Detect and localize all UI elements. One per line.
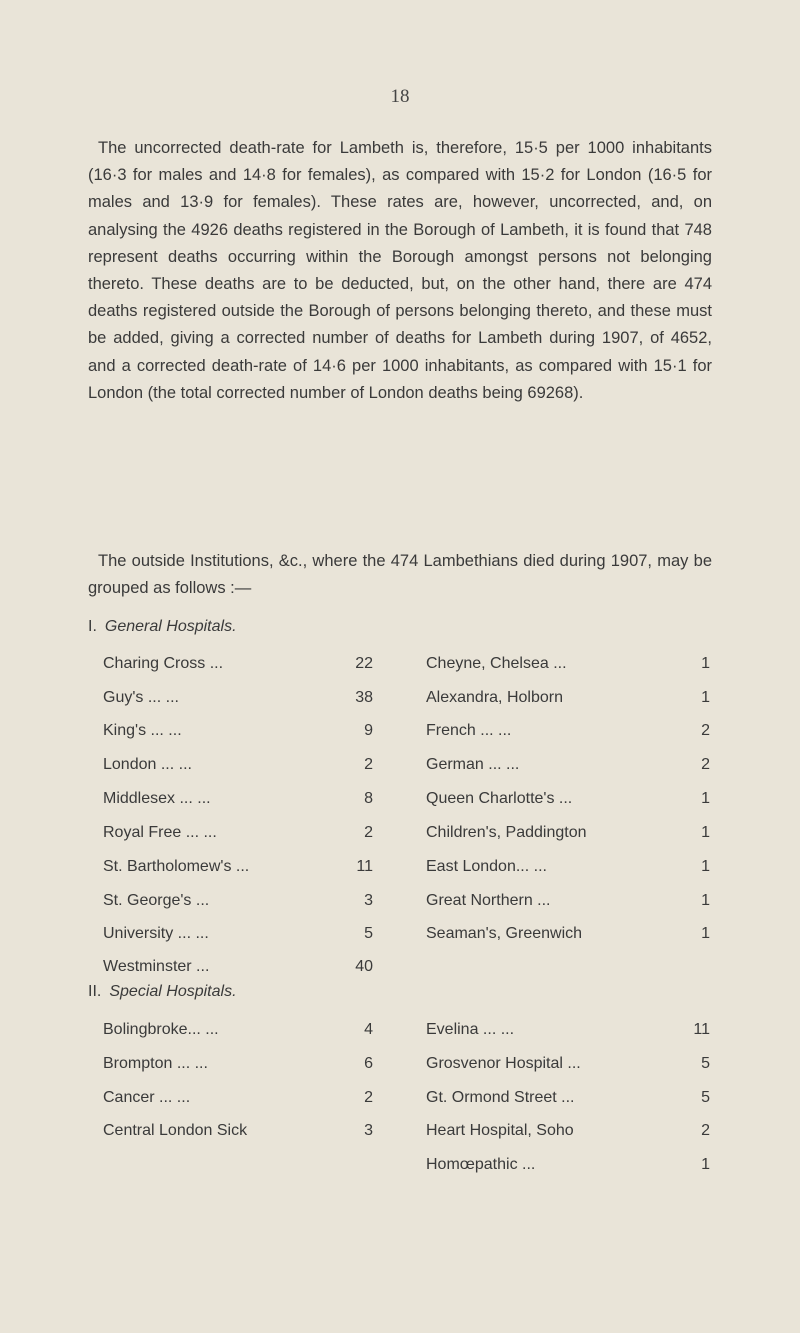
hospital-name: Great Northern ... <box>426 892 551 909</box>
hospital-name: King's ... ... <box>103 722 182 739</box>
hospital-name: Grosvenor Hospital ... <box>426 1055 581 1072</box>
hospital-row <box>103 1021 373 1043</box>
hospital-row <box>426 1055 710 1077</box>
death-count: 40 <box>355 958 373 975</box>
death-count: 38 <box>355 689 373 706</box>
hospital-name: Alexandra, Holborn <box>426 689 563 706</box>
death-count: 2 <box>701 722 710 739</box>
page-number: 18 <box>390 86 410 107</box>
death-count: 11 <box>693 1021 710 1038</box>
section-heading-general-hospitals <box>88 618 237 636</box>
hospital-row <box>426 925 710 947</box>
death-count: 1 <box>701 790 710 807</box>
hospital-name: Gt. Ormond Street ... <box>426 1089 575 1106</box>
death-count: 1 <box>701 1156 710 1173</box>
hospital-name: Westminster ... <box>103 958 210 975</box>
death-count: 9 <box>364 722 373 739</box>
hospital-name: Middlesex ... ... <box>103 790 211 807</box>
hospital-name: German ... ... <box>426 756 520 773</box>
hospital-name: Bolingbroke... ... <box>103 1021 219 1038</box>
paragraph-text: The uncorrected death-rate for Lambeth is, therefore, 15·5 per 1000 inhabitants (16·3 for males and 14·8 for females), as compared with 15·2 for London (16·5 for males and 13·9 for females). These rates are, however, uncorrected, and, on analysing the 4926 deaths registered in the Borough of Lambeth, it is found that 748 represent deaths occurring within the Borough amongst persons not belonging thereto. These deaths are to be deducted, but, on the other hand, there are 474 deaths registered outside the Borough of persons belonging thereto, and these must be added, giving a corrected number of deaths for Lambeth during 1907, of 4652, and a corrected death-rate of 14·6 per 1000 inhabitants, as compared with 15·1 for London (the total corrected number of London deaths being 69268). <box>88 139 712 402</box>
hospital-name: Evelina ... ... <box>426 1021 515 1038</box>
hospital-name: Children's, Paddington <box>426 824 587 841</box>
hospital-name: Brompton ... ... <box>103 1055 208 1072</box>
hospital-row <box>103 655 373 677</box>
death-count: 2 <box>701 756 710 773</box>
hospital-row <box>426 722 710 744</box>
death-count: 2 <box>364 756 373 773</box>
hospital-row <box>426 1021 710 1043</box>
paragraph-institutions-intro <box>88 548 712 602</box>
hospital-row <box>426 756 710 778</box>
section-heading-special-hospitals <box>88 983 237 1001</box>
death-count: 6 <box>364 1055 373 1072</box>
section-title: Special Hospitals. <box>109 983 237 1000</box>
death-count: 1 <box>701 824 710 841</box>
hospital-row <box>103 1122 373 1144</box>
death-count: 5 <box>364 925 373 942</box>
hospital-name: Seaman's, Greenwich <box>426 925 583 942</box>
hospital-name: Cheyne, Chelsea ... <box>426 655 567 672</box>
death-count: 5 <box>701 1089 710 1106</box>
section-number: II. <box>88 983 102 1000</box>
hospital-row <box>426 892 710 914</box>
death-count: 1 <box>701 655 710 672</box>
hospital-name: St. Bartholomew's ... <box>103 858 250 875</box>
hospital-name: Royal Free ... ... <box>103 824 217 841</box>
hospital-name: London ... ... <box>103 756 192 773</box>
death-count: 11 <box>356 858 373 875</box>
hospital-name: Central London Sick <box>103 1122 248 1139</box>
death-count: 2 <box>701 1122 710 1139</box>
hospital-row <box>103 756 373 778</box>
hospital-row <box>103 858 373 880</box>
death-count: 1 <box>701 689 710 706</box>
hospital-name: Queen Charlotte's ... <box>426 790 573 807</box>
section-number: I. <box>88 618 97 635</box>
hospital-row <box>103 689 373 711</box>
hospital-row <box>103 824 373 846</box>
death-count: 2 <box>364 824 373 841</box>
hospital-row <box>103 1089 373 1111</box>
hospital-row <box>426 1156 710 1178</box>
hospital-row <box>426 655 710 677</box>
hospital-name: Guy's ... ... <box>103 689 179 706</box>
hospital-row <box>426 790 710 812</box>
hospital-name: St. George's ... <box>103 892 210 909</box>
death-count: 5 <box>701 1055 710 1072</box>
death-count: 1 <box>701 925 710 942</box>
hospital-row <box>426 858 710 880</box>
paragraph-death-rate <box>88 135 712 407</box>
hospital-row <box>103 892 373 914</box>
hospital-row <box>103 722 373 744</box>
hospital-name: French ... ... <box>426 722 512 739</box>
hospital-row <box>103 958 373 980</box>
hospital-name: Charing Cross ... <box>103 655 224 672</box>
hospital-name: Homœpathic ... <box>426 1156 536 1173</box>
hospital-row <box>426 689 710 711</box>
hospital-name: East London... ... <box>426 858 547 875</box>
death-count: 3 <box>364 1122 373 1139</box>
hospital-row <box>103 1055 373 1077</box>
death-count: 2 <box>364 1089 373 1106</box>
death-count: 3 <box>364 892 373 909</box>
hospital-name: Cancer ... ... <box>103 1089 191 1106</box>
death-count: 4 <box>364 1021 373 1038</box>
hospital-row <box>426 1089 710 1111</box>
hospital-row <box>426 1122 710 1144</box>
hospital-row <box>103 790 373 812</box>
paragraph-text: The outside Institutions, &c., where the 474 Lambethians died during 1907, may be grouped as follows :— <box>88 552 712 598</box>
death-count: 1 <box>701 858 710 875</box>
hospital-name: Heart Hospital, Soho <box>426 1122 574 1139</box>
death-count: 22 <box>355 655 373 672</box>
death-count: 1 <box>701 892 710 909</box>
hospital-row <box>103 925 373 947</box>
hospital-row <box>426 824 710 846</box>
death-count: 8 <box>364 790 373 807</box>
section-title: General Hospitals. <box>104 618 237 635</box>
hospital-name: University ... ... <box>103 925 209 942</box>
